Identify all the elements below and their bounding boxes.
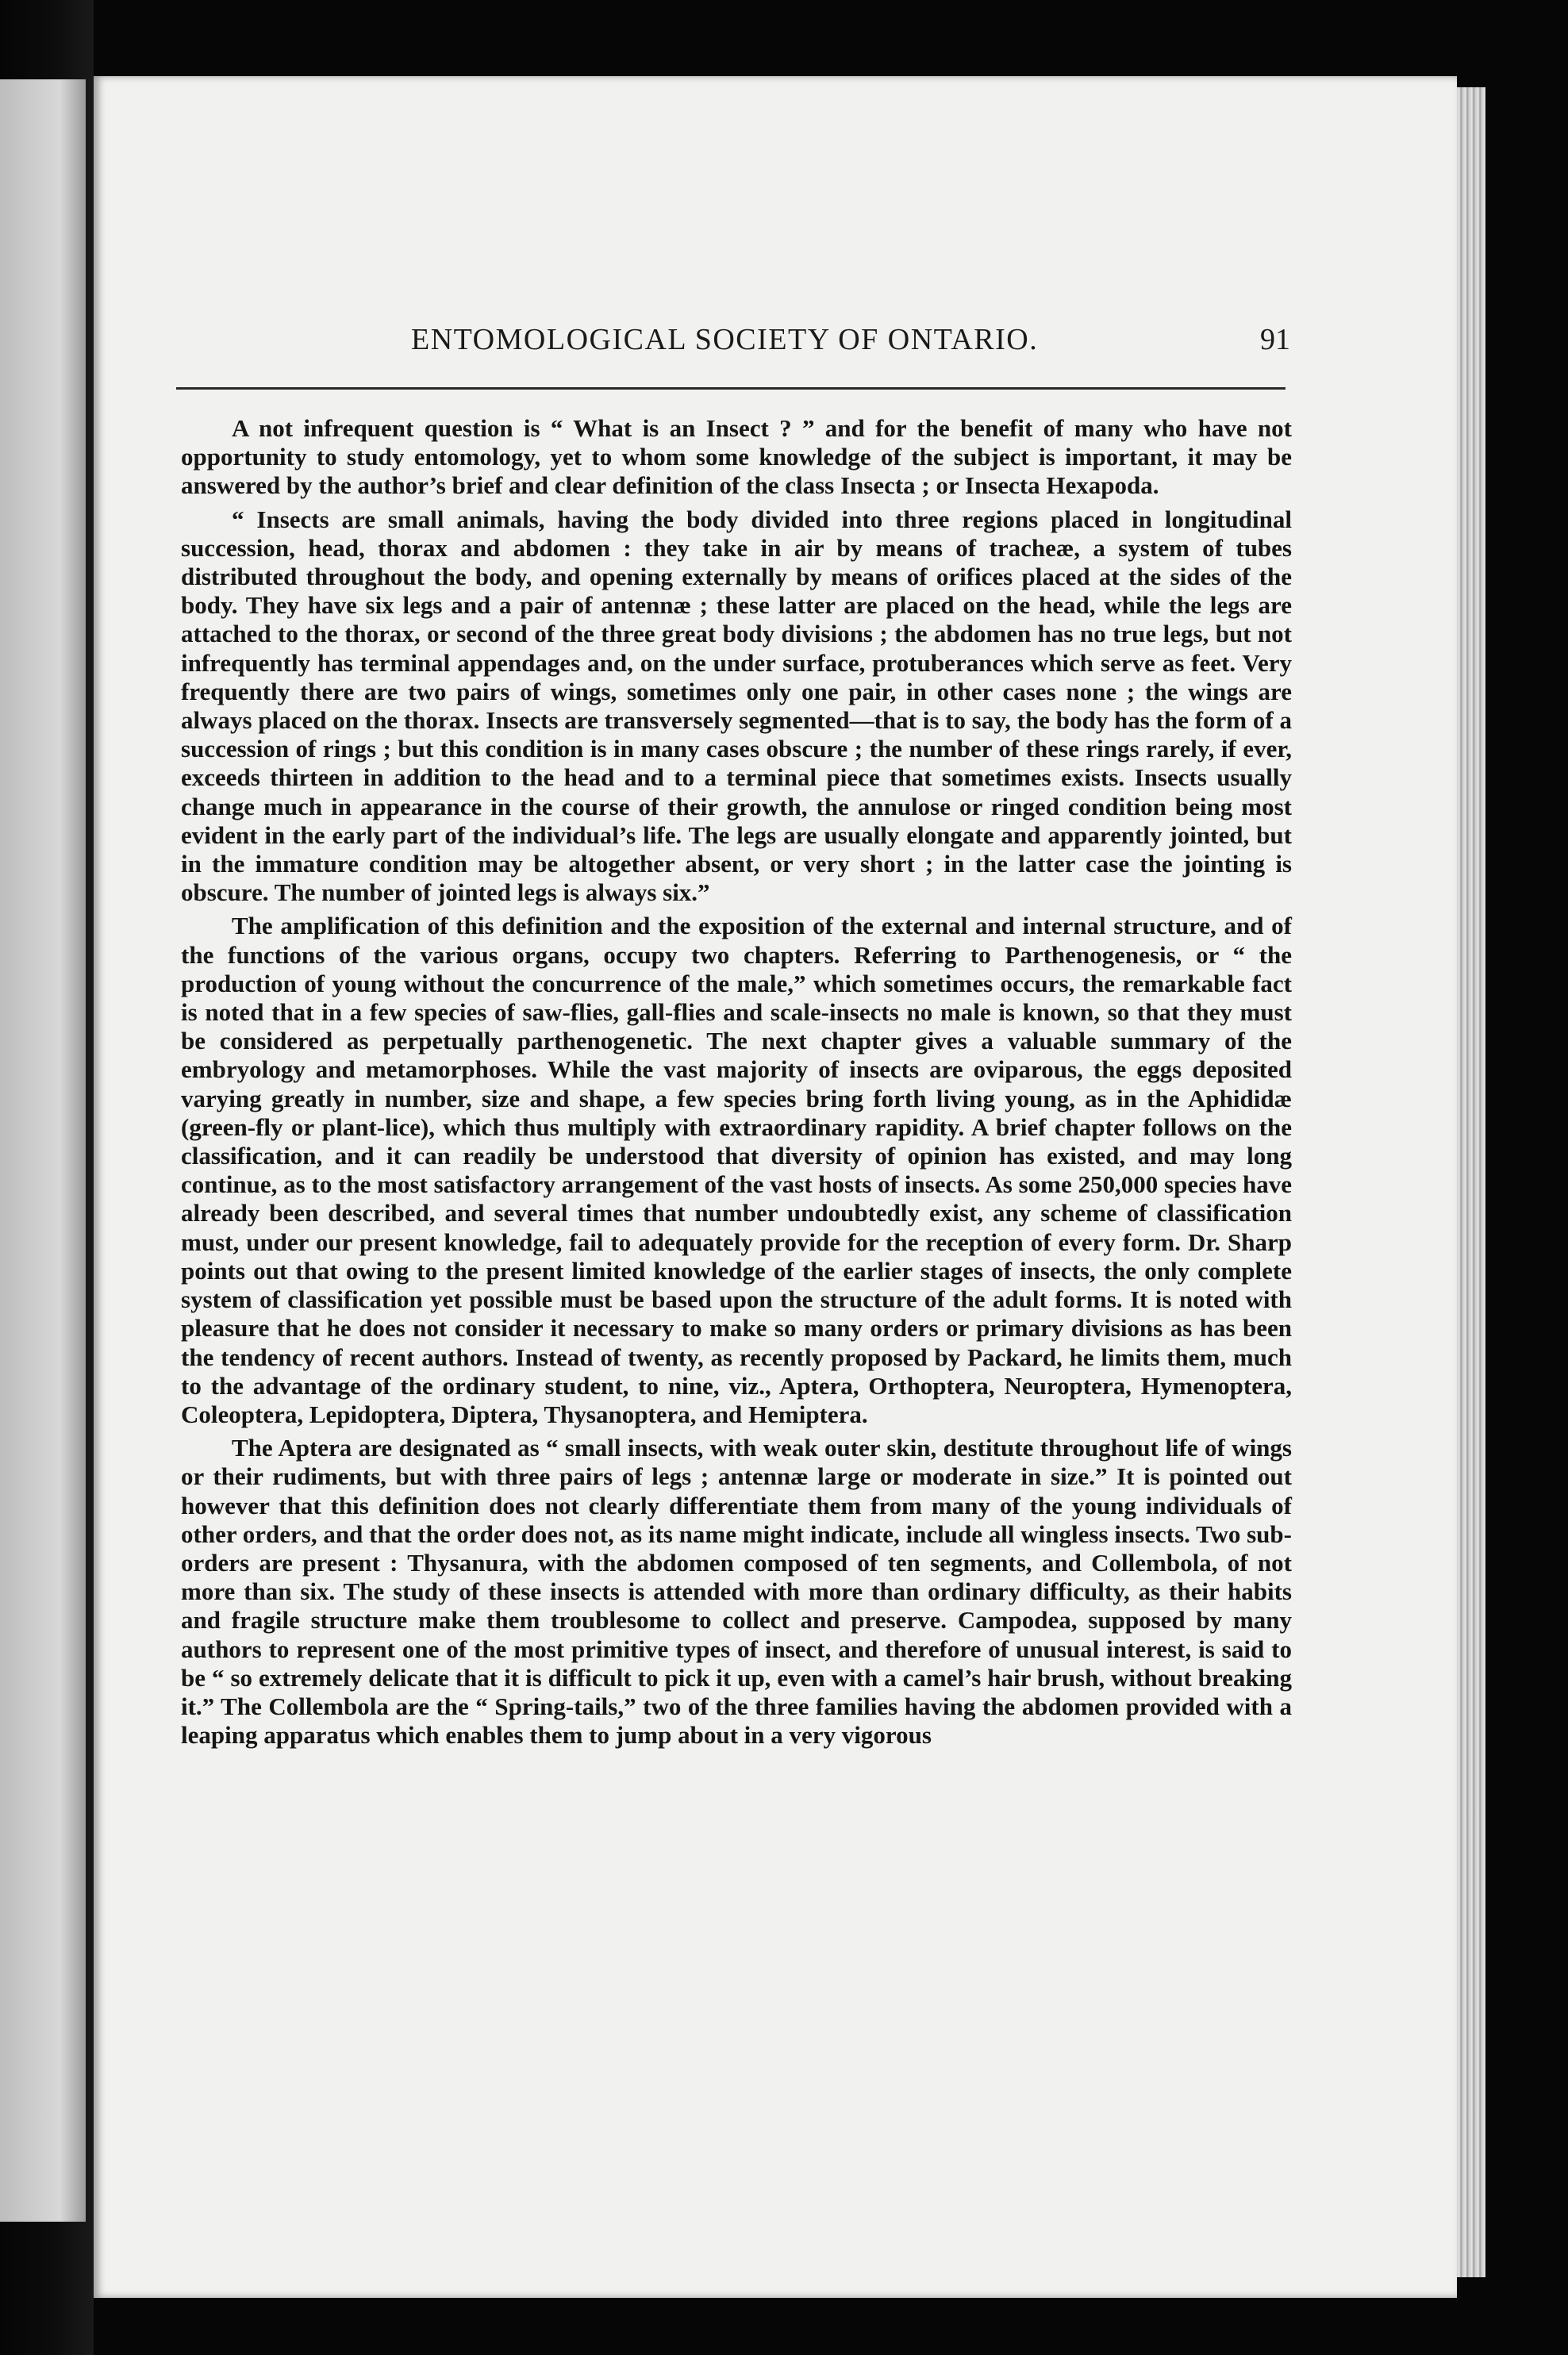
book-page [94, 76, 1457, 2298]
header-rule [176, 387, 1286, 390]
paragraph-definition-quote: “ Insects are small animals, having the body divided into three regions placed in longitudinal succession, head, thorax and abdomen : they take in air by means of tracheæ, a system of tubes distributed throughout the body, and opening externally by means of orifices placed at the sides of the body. They have six legs and a pair of antennæ ; these latter are placed on the head, while the legs are attached to the thorax, or second of the three great body divisions ; the abdomen has no true legs, but not infrequently has terminal appendages and, on the under surface, protuberances which serve as feet. Very frequently there are two pairs of wings, sometimes only one pair, in other cases none ; the wings are always placed on the thorax. Insects are transversely segmented—that is to say, the body has the form of a succession of rings ; but this condition is in many cases obscure ; the number of these rings rarely, if ever, exceeds thirteen in addition to the head and to a terminal piece that sometimes exists. Insects usually change much in appearance in the course of their growth, the annulose or ringed condition being most evident in the early part of the individual’s life. The legs are usually elongate and apparently jointed, but in the immature condition may be altogether absent, or very short ; in the latter case the jointing is obscure. The number of jointed legs is always six.” [181, 505, 1292, 907]
paragraph-aptera: The Aptera are designated as “ small insects, with weak outer skin, destitute throughout life of wings or their rudiments, but with three pairs of legs ; antennæ large or moderate in size.” It is pointed out however that this definition does not clearly differentiate them from many of the young individuals of other orders, and that the order does not, as its name might indicate, include all wingless insects. Two sub-orders are present : Thysanura, with the abdomen composed of ten segments, and Collembola, of not more than six. The study of these insects is attended with more than ordinary difficulty, as their habits and fragile structure make them troublesome to collect and preserve. Campodea, supposed by many authors to represent one of the most primitive types of insect, and therefore of unusual interest, is said to be “ so extremely delicate that it is difficult to pick it up, even with a camel’s hair brush, without breaking it.” The Collembola are the “ Spring-tails,” two of the three families having the abdomen provided with a leaping apparatus which enables them to jump about in a very vigorous [181, 1434, 1292, 1750]
paragraph-question: A not infrequent question is “ What is an Insect ? ” and for the benefit of many who have not opportunity to study entomology, yet to whom some knowledge of the subject is important, it may be answered by the author’s brief and clear definition of the class Insecta ; or Insecta Hexapoda. [181, 414, 1292, 500]
paragraph-classification: The amplification of this definition and the exposition of the external and internal structure, and of the functions of the various organs, occupy two chapters. Referring to Parthenogenesis, or “ the production of young without the concurrence of the male,” which sometimes occurs, the remarkable fact is noted that in a few species of saw-flies, gall-flies and scale-insects no male is known, so that they must be considered as perpetually parthenogenetic. The next chapter gives a valuable summary of the embryology and metamorphoses. While the vast majority of insects are oviparous, the eggs deposited varying greatly in number, size and shape, a few species bring forth living young, as in the Aphididæ (green-fly or plant-lice), which thus multiply with extraordinary rapidity. A brief chapter follows on the classification, and it can readily be understood that diversity of opinion has existed, and may long continue, as to the most satisfactory arrangement of the vast hosts of insects. As some 250,000 species have already been described, and several times that number undoubtedly exist, any scheme of classification must, under our present knowledge, fail to adequately provide for the reception of every form. Dr. Sharp points out that owing to the present limited knowledge of the earlier stages of insects, the only complete system of classification yet possible must be based upon the structure of the adult forms. It is noted with pleasure that he does not consider it necessary to make so many orders or primary divisions as has been the tendency of recent authors. Instead of twenty, as recently proposed by Packard, he limits them, much to the advantage of the ordinary student, to nine, viz., Aptera, Orthoptera, Neuroptera, Hymenoptera, Coleoptera, Lepidoptera, Diptera, Thysanoptera, and Hemiptera. [181, 912, 1293, 1428]
page-fore-edge [1457, 87, 1485, 2277]
page-number: 91 [1260, 323, 1290, 356]
body-text [181, 414, 1292, 1750]
running-title: ENTOMOLOGICAL SOCIETY OF ONTARIO. [411, 323, 1039, 356]
previous-page-edge [0, 79, 86, 2222]
running-head [94, 252, 1457, 356]
